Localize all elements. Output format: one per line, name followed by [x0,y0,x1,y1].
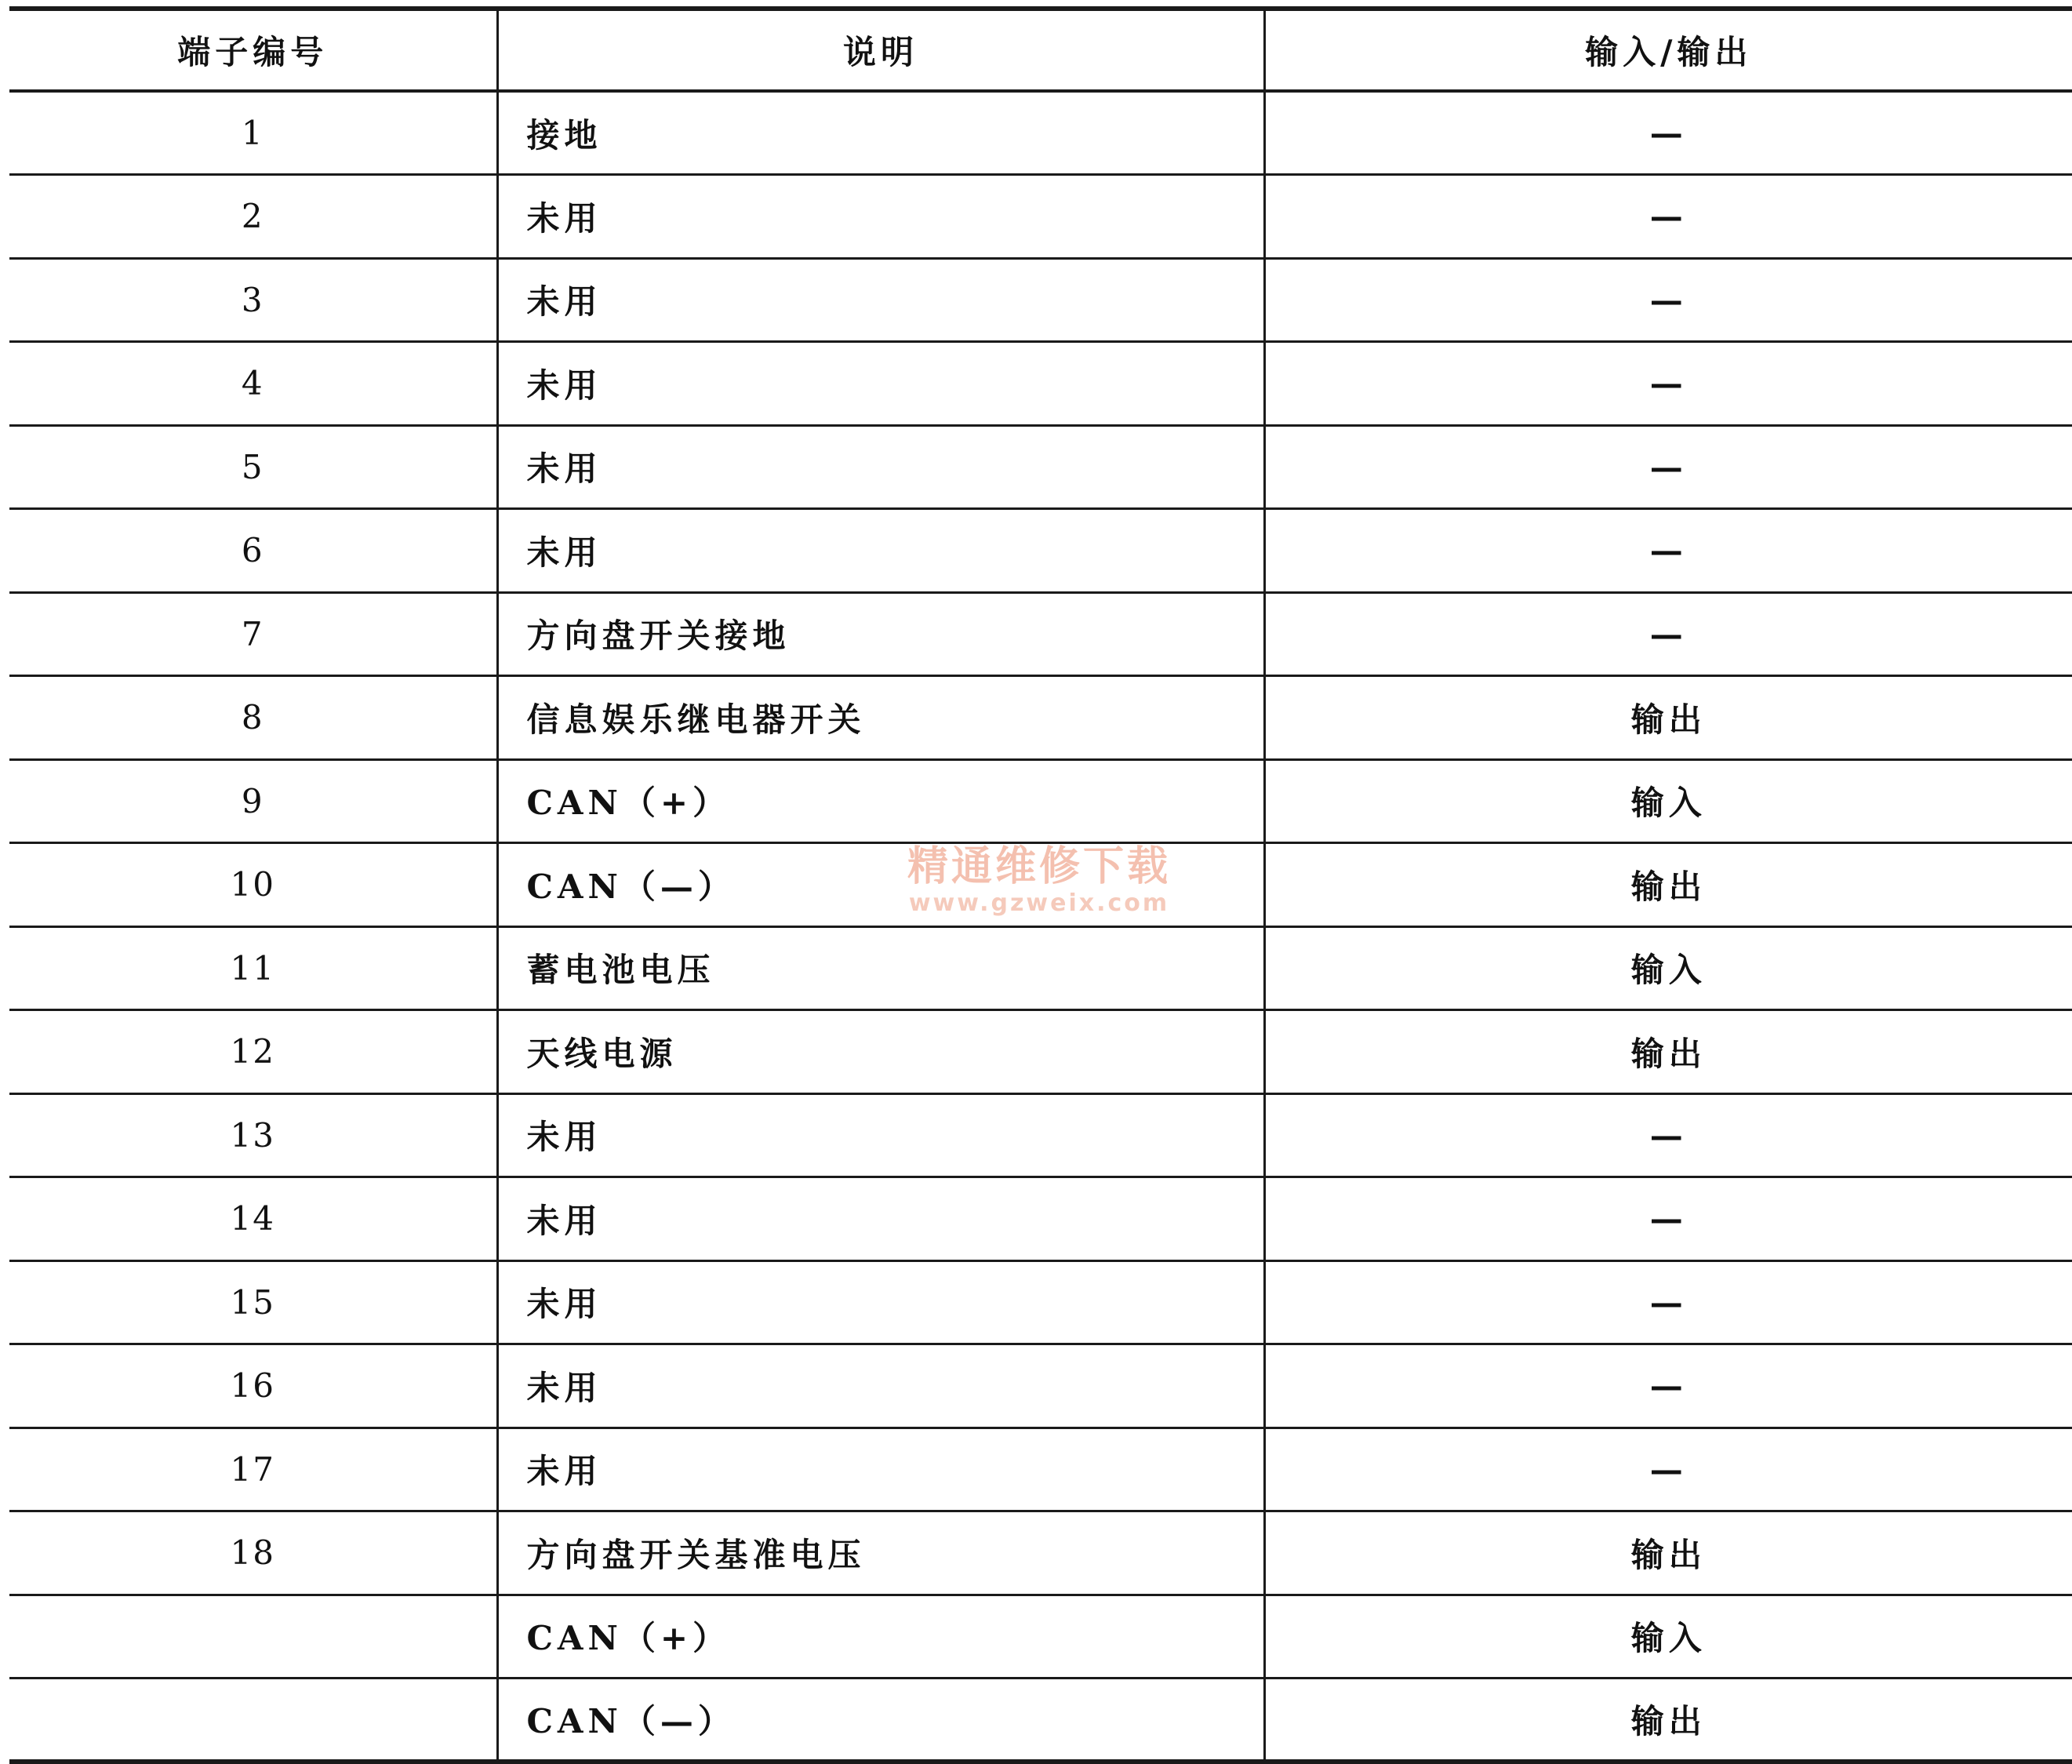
io-cell: — [1264,1260,2072,1344]
description-cell: 未用 [497,258,1264,342]
table-row [9,509,2072,593]
table-row [9,1177,2072,1261]
pin-number-cell: 10 [9,843,497,927]
pin-number-cell: 11 [9,926,497,1010]
pin-number-cell [9,1595,497,1679]
io-cell: 输出 [1264,1010,2072,1094]
table-row [9,258,2072,342]
pin-number-cell: 4 [9,342,497,426]
description-cell: 未用 [497,342,1264,426]
io-cell: — [1264,175,2072,259]
io-cell: 输出 [1264,1679,2072,1762]
header-row [9,9,2072,91]
io-cell: — [1264,258,2072,342]
table-row [9,1595,2072,1679]
io-cell: 输出 [1264,843,2072,927]
description-cell: 未用 [497,175,1264,259]
description-cell: CAN（—） [497,1679,1264,1762]
watermark-url: www.gzweix.com [908,889,1170,917]
table-row [9,1428,2072,1511]
io-cell: — [1264,91,2072,175]
table-row [9,759,2072,843]
description-cell: 蓄电池电压 [497,926,1264,1010]
io-cell: 输入 [1264,926,2072,1010]
pin-number-cell: 5 [9,425,497,509]
pin-table-container [9,6,2072,1764]
description-cell: 方向盘开关接地 [497,592,1264,676]
pin-number-cell: 9 [9,759,497,843]
description-cell: 未用 [497,1177,1264,1261]
header-pin-number: 端子编号 [9,9,497,91]
pin-number-cell: 17 [9,1428,497,1511]
description-cell: 未用 [497,1344,1264,1428]
table-row [9,1260,2072,1344]
io-cell: — [1264,1428,2072,1511]
io-cell: 输入 [1264,759,2072,843]
table-row [9,91,2072,175]
pin-number-cell: 6 [9,509,497,593]
pin-number-cell: 1 [9,91,497,175]
table-row [9,926,2072,1010]
watermark-name: 精通维修下载 [907,843,1171,890]
description-cell: 未用 [497,1428,1264,1511]
pin-number-cell: 7 [9,592,497,676]
pin-number-cell: 2 [9,175,497,259]
io-cell: — [1264,425,2072,509]
pin-number-cell: 12 [9,1010,497,1094]
description-cell: CAN（—） [497,843,1264,927]
pin-number-cell: 15 [9,1260,497,1344]
io-cell: — [1264,1344,2072,1428]
description-cell: 天线电源 [497,1010,1264,1094]
pin-number-cell: 8 [9,676,497,760]
pin-number-cell [9,1679,497,1762]
description-cell: 未用 [497,1093,1264,1177]
header-description: 说明 [497,9,1264,91]
io-cell: 输入 [1264,1595,2072,1679]
table-header [9,9,2072,91]
pin-number-cell: 3 [9,258,497,342]
table-body [9,91,2072,1762]
table-row [9,1344,2072,1428]
pin-table [9,6,2072,1764]
description-cell: CAN（+） [497,759,1264,843]
pin-number-cell: 16 [9,1344,497,1428]
description-cell: 方向盘开关基准电压 [497,1511,1264,1595]
pin-number-cell: 14 [9,1177,497,1261]
io-cell: 输出 [1264,1511,2072,1595]
pin-number-cell: 18 [9,1511,497,1595]
table-row [9,342,2072,426]
description-cell: 未用 [497,1260,1264,1344]
table-row [9,175,2072,259]
pin-number-cell: 13 [9,1093,497,1177]
io-cell: — [1264,1093,2072,1177]
description-cell: CAN（+） [497,1595,1264,1679]
table-row [9,676,2072,760]
io-cell: — [1264,342,2072,426]
table-row [9,1511,2072,1595]
header-input-output: 输入/输出 [1264,9,2072,91]
io-cell: — [1264,1177,2072,1261]
description-cell: 未用 [497,509,1264,593]
io-cell: — [1264,509,2072,593]
description-cell: 未用 [497,425,1264,509]
table-row [9,1010,2072,1094]
table-row [9,1679,2072,1762]
io-cell: 输出 [1264,676,2072,760]
table-row [9,843,2072,927]
table-row [9,1093,2072,1177]
description-cell: 接地 [497,91,1264,175]
description-cell: 信息娱乐继电器开关 [497,676,1264,760]
table-row [9,592,2072,676]
io-cell: — [1264,592,2072,676]
table-row [9,425,2072,509]
